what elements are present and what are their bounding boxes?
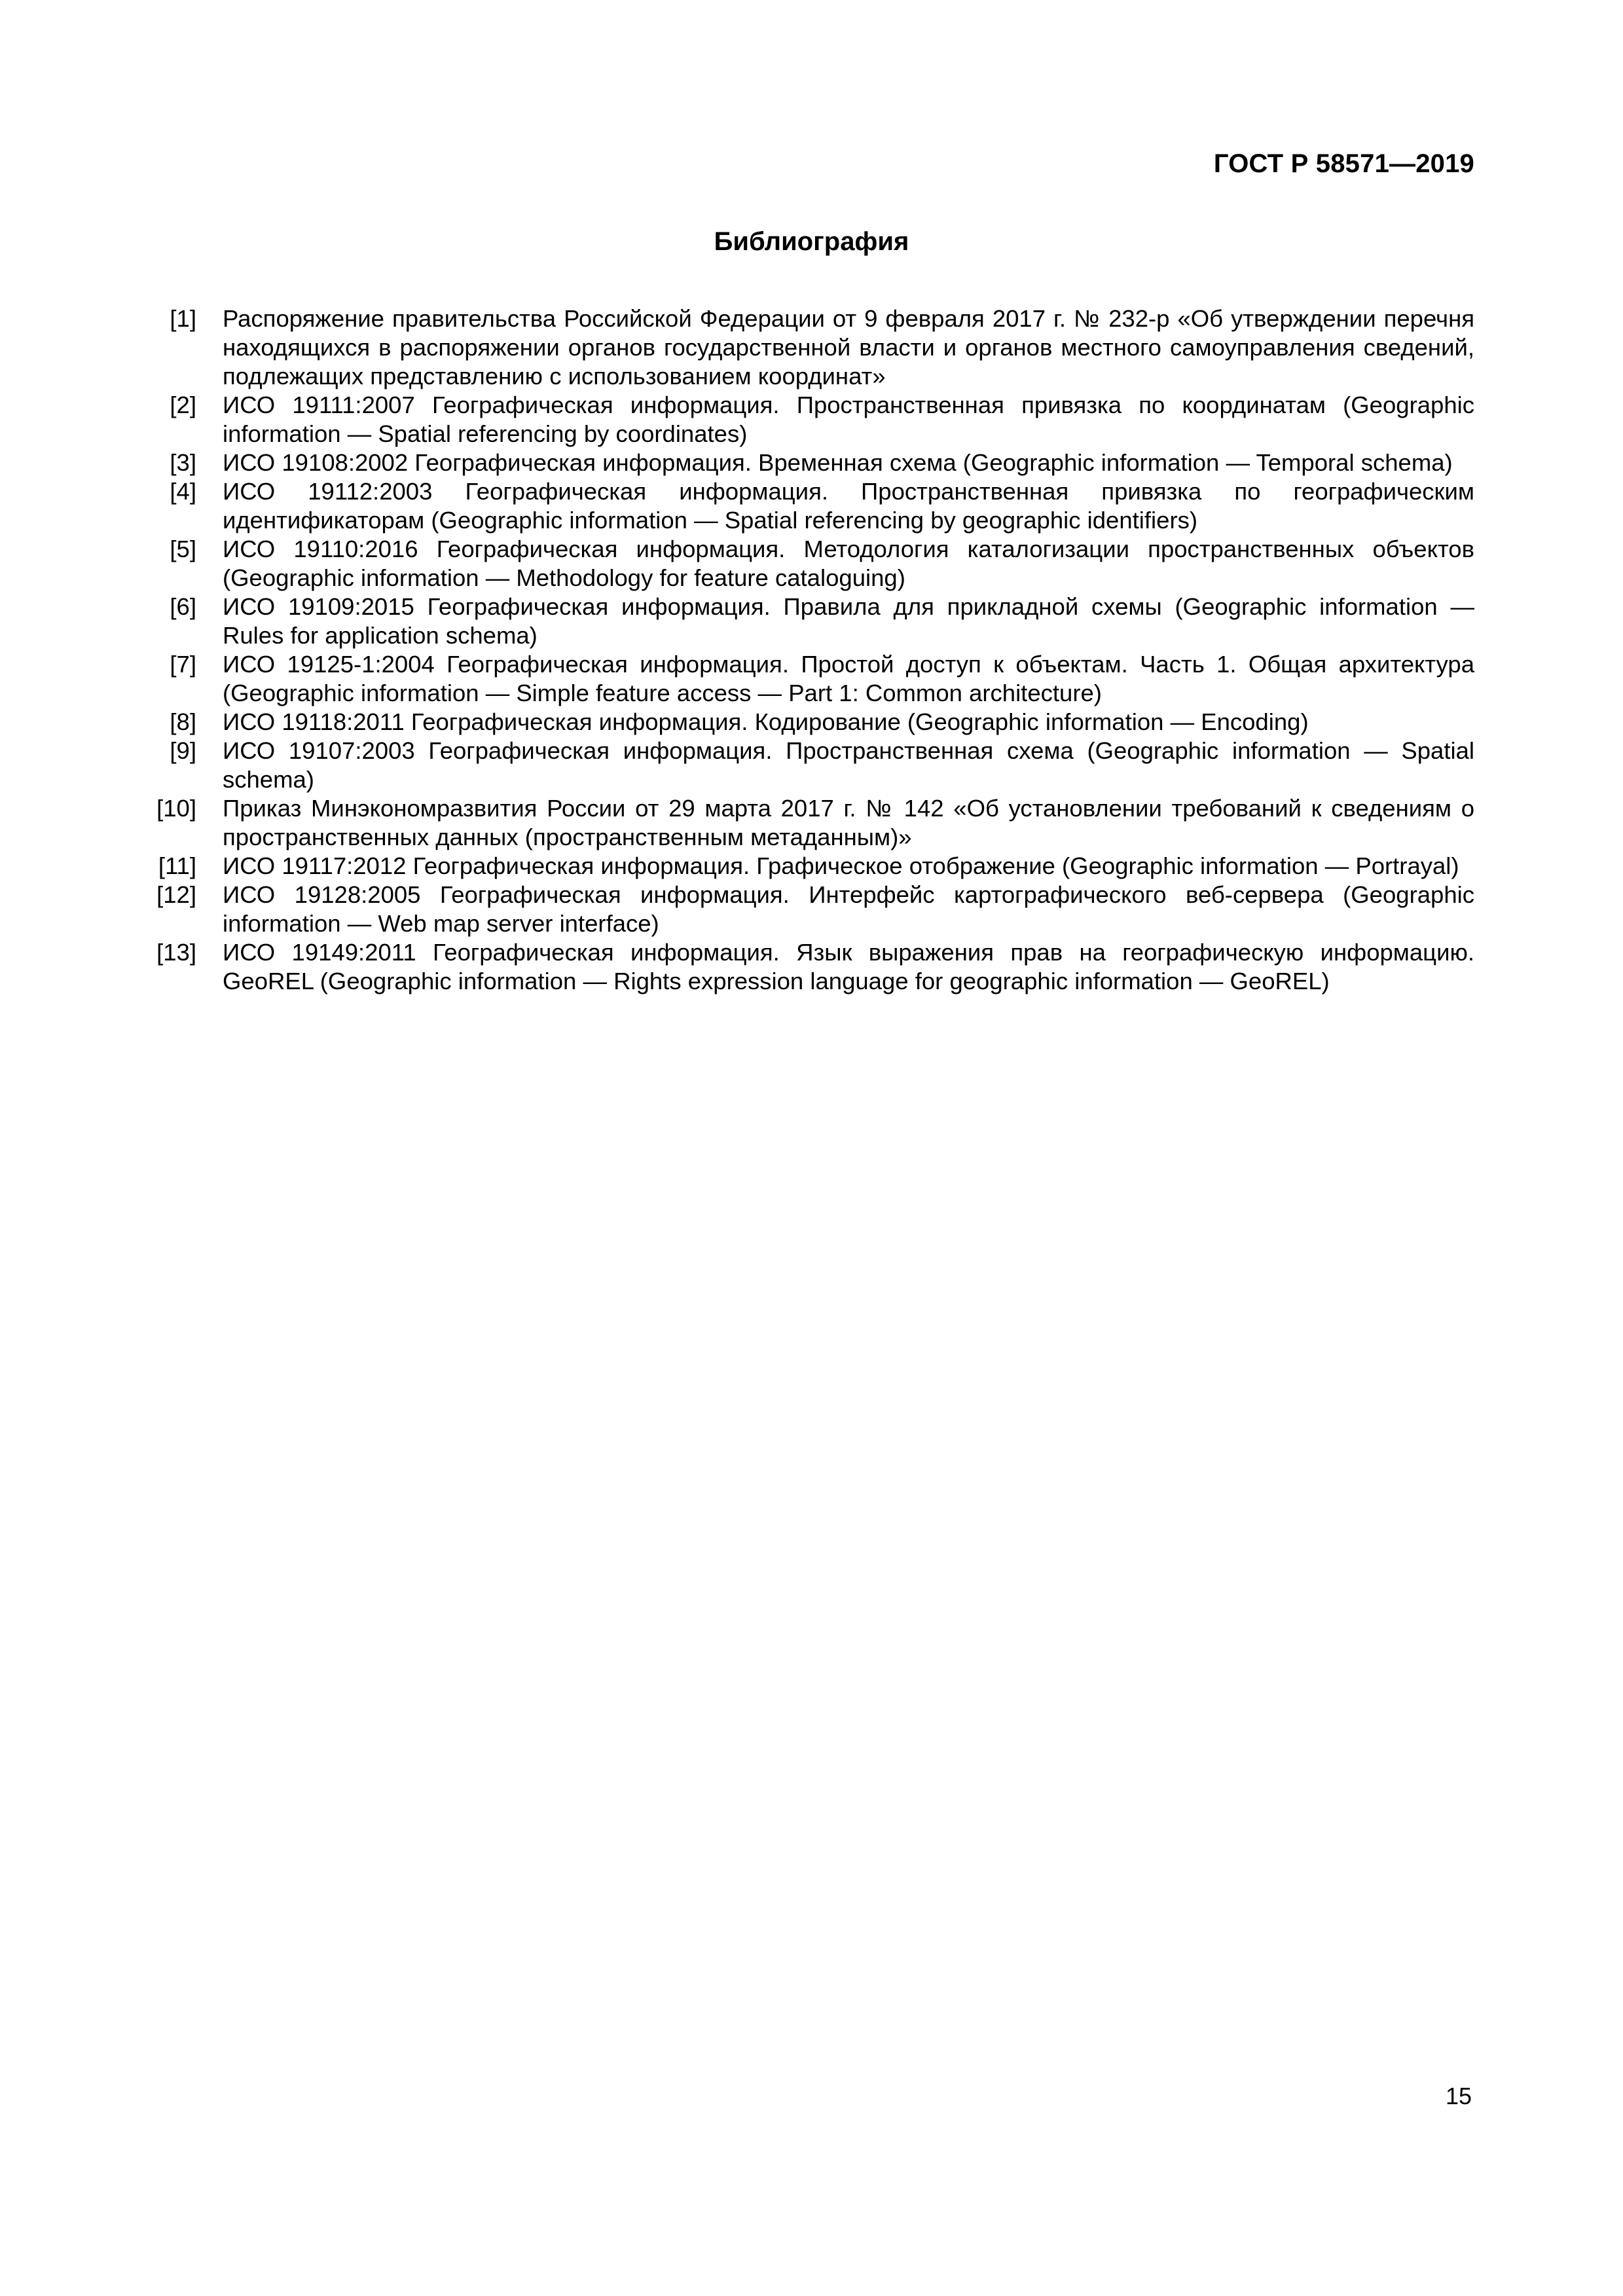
bibliography-entry — [151, 650, 1474, 708]
entry-number: [1] — [170, 305, 196, 332]
entry-number: [5] — [170, 536, 196, 562]
bibliography-entry — [151, 938, 1474, 996]
bibliography-entry — [151, 881, 1474, 938]
bibliography-entry — [151, 852, 1474, 881]
entry-number: [6] — [170, 593, 196, 620]
bibliography-title: Библиография — [714, 227, 909, 256]
page-number: 15 — [1445, 2083, 1472, 2109]
entry-number: [8] — [170, 708, 196, 735]
entry-text: ИСО 19112:2003 Географическая информация. Пространственная привязка по географическим идентификаторам (Geographic information — Spatial referencing by geographic identifiers) — [223, 478, 1474, 534]
entry-text: ИСО 19111:2007 Географическая информация. Пространственная привязка по координатам (Geographic information — Spatial referencing by coordinates) — [223, 392, 1474, 447]
bibliography-entry — [151, 708, 1474, 737]
entry-text: ИСО 19117:2012 Географическая информация. Графическое отображение (Geographic information — Portrayal) — [223, 852, 1459, 879]
bibliography-list — [151, 304, 1474, 996]
bibliography-entry — [151, 592, 1474, 650]
entry-text: ИСО 19107:2003 Географическая информация. Пространственная схема (Geographic information — Spatial schema) — [223, 737, 1474, 793]
entry-text: ИСО 19110:2016 Географическая информация. Методология каталогизации пространственных объектов (Geographic information — Methodology for feature cataloguing) — [223, 536, 1474, 591]
bibliography-entry — [151, 391, 1474, 448]
entry-text: ИСО 19109:2015 Географическая информация. Правила для прикладной схемы (Geographic information — Rules for application schema) — [223, 593, 1474, 649]
entry-number: [12] — [156, 881, 196, 908]
bibliography-entry — [151, 737, 1474, 794]
entry-number: [3] — [170, 449, 196, 476]
entry-text: ИСО 19118:2011 Географическая информация. Кодирование (Geographic information — Encoding) — [223, 708, 1309, 735]
entry-text: Приказ Минэкономразвития России от 29 марта 2017 г. № 142 «Об установлении требований к сведениям о пространственных данных (пространственным метаданным)» — [223, 795, 1474, 850]
entry-text: ИСО 19108:2002 Географическая информация. Временная схема (Geographic information — Temporal schema) — [223, 449, 1453, 476]
entry-number: [7] — [170, 651, 196, 678]
bibliography-entry — [151, 304, 1474, 391]
entry-text: ИСО 19128:2005 Географическая информация. Интерфейс картографического веб-сервера (Geographic information — Web map server interface) — [223, 881, 1474, 937]
entry-number: [4] — [170, 478, 196, 505]
bibliography-entry — [151, 477, 1474, 535]
entry-number: [13] — [156, 939, 196, 966]
document-code: ГОСТ Р 58571—2019 — [1213, 149, 1474, 178]
entry-number: [11] — [158, 852, 196, 879]
bibliography-entry — [151, 794, 1474, 852]
entry-text: ИСО 19149:2011 Географическая информация. Язык выражения прав на географическую информацию. GeoREL (Geographic information — Rights expression language for geographic information — GeoREL) — [223, 939, 1474, 994]
entry-number: [10] — [156, 795, 196, 822]
bibliography-entry — [151, 535, 1474, 592]
entry-text: ИСО 19125-1:2004 Географическая информация. Простой доступ к объектам. Часть 1. Общая архитектура (Geographic information — Simple feature access — Part 1: Common architecture) — [223, 651, 1474, 706]
entry-number: [9] — [170, 737, 196, 764]
bibliography-entry — [151, 448, 1474, 477]
entry-number: [2] — [170, 392, 196, 418]
entry-text: Распоряжение правительства Российской Федерации от 9 февраля 2017 г. № 232-р «Об утверждении перечня находящихся в распоряжении органов государственной власти и органов местного самоуправления сведений, подлежащих представлению с использованием координат» — [223, 305, 1474, 390]
